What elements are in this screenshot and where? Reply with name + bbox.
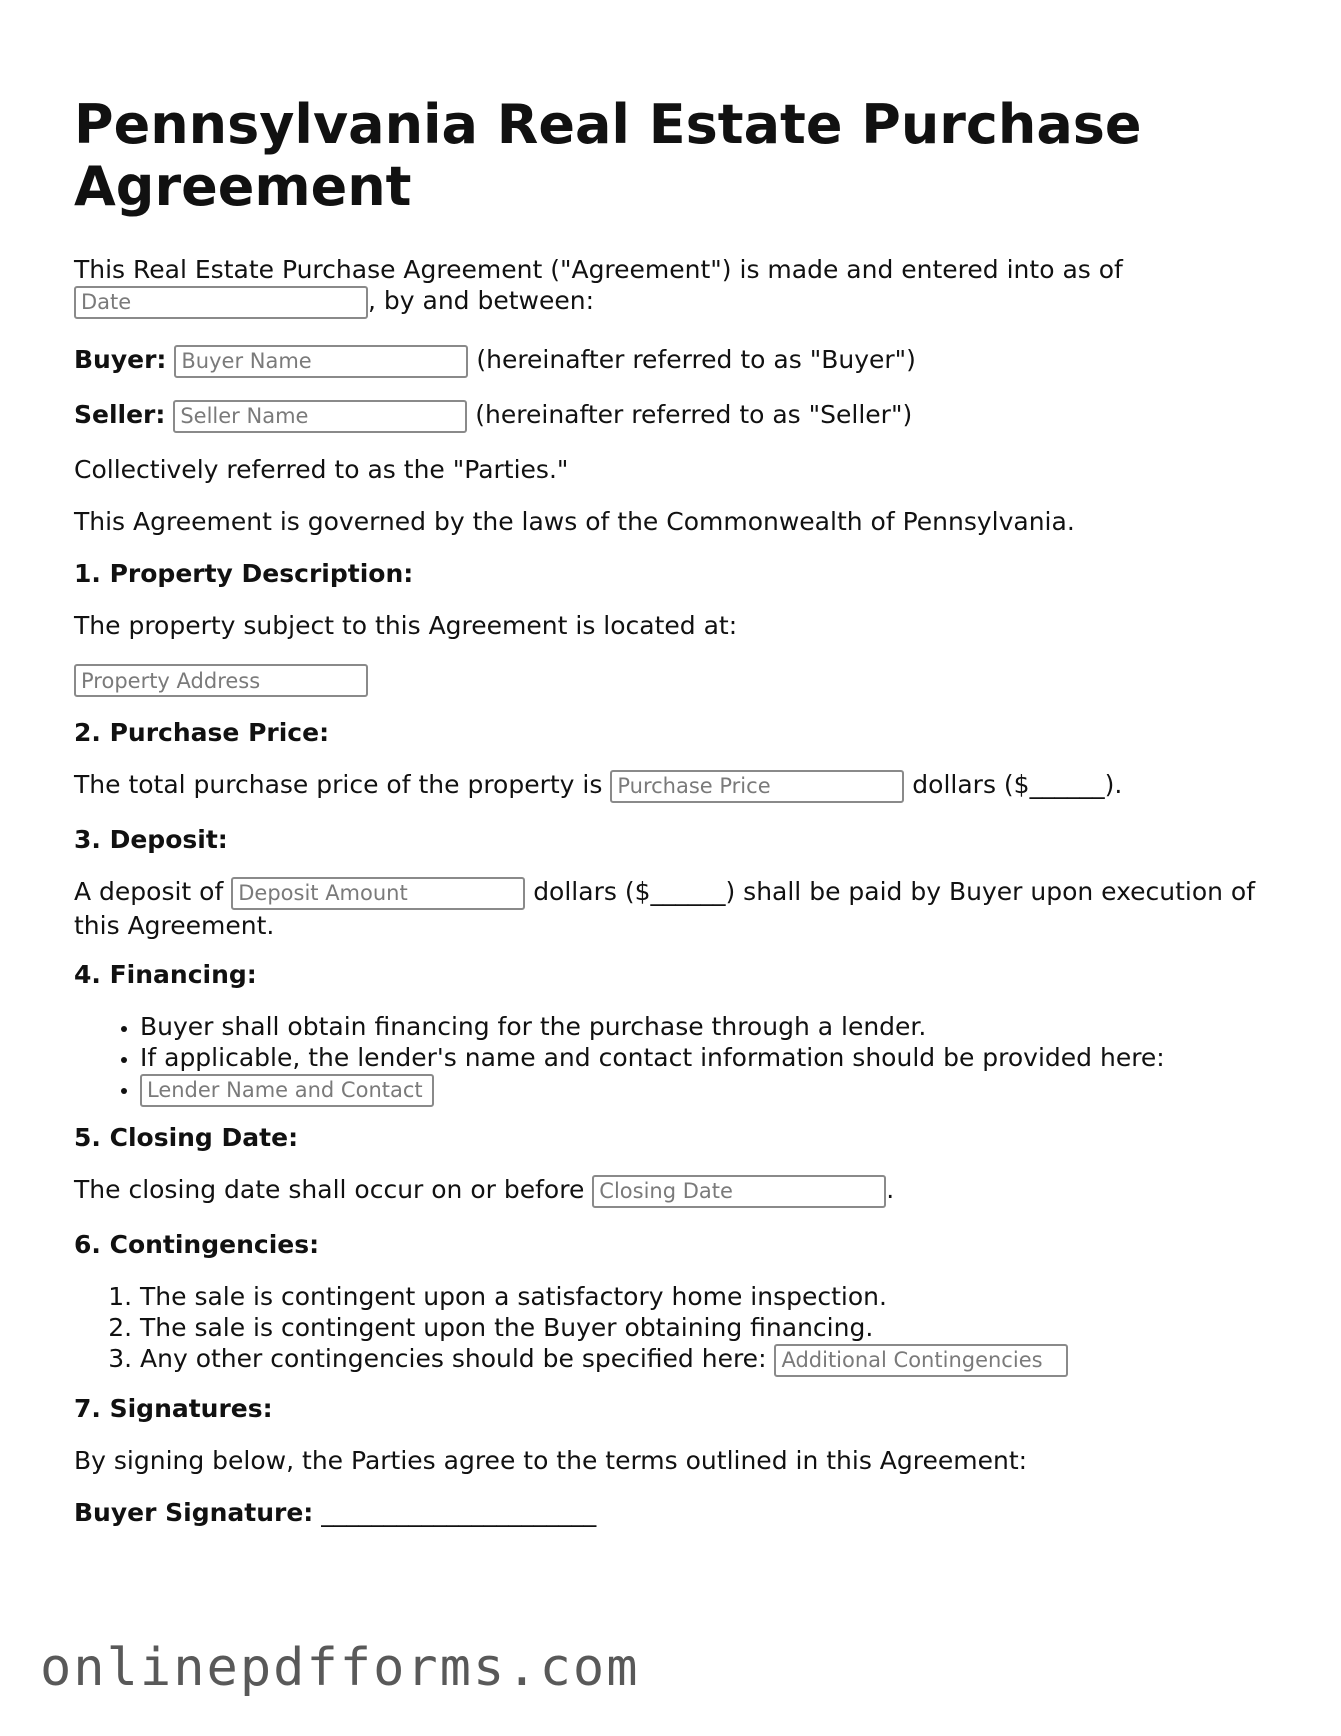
- parties-paragraph: [74, 454, 568, 485]
- list-item: 2. The sale is contingent upon the Buyer obtaining financing.: [140, 1312, 1274, 1343]
- price-row: [74, 769, 1122, 803]
- date-field[interactable]: [74, 286, 368, 319]
- buyer-label: Buyer:: [74, 345, 167, 374]
- buyer-suffix: (hereinafter referred to as "Buyer"): [476, 345, 916, 374]
- contingencies-list: [74, 1281, 1274, 1377]
- closing-row: [74, 1174, 894, 1208]
- intro-paragraph: [74, 254, 1274, 319]
- list-item: [140, 1073, 1274, 1107]
- page-title: Pennsylvania Real Estate Purchase Agreement: [74, 93, 1142, 218]
- deposit-text-after: dollars ($______) shall be paid by Buyer upon execution of this Agreement.: [74, 877, 1256, 940]
- intro-text: This Real Estate Purchase Agreement ("Agreement") is made and entered into as of: [74, 255, 1123, 284]
- section-heading: 3. Deposit:: [74, 825, 228, 854]
- additional-contingencies-field[interactable]: [774, 1344, 1068, 1377]
- intro-text-after: , by and between:: [368, 286, 595, 315]
- section-heading: 1. Property Description:: [74, 559, 414, 588]
- parties-text: Collectively referred to as the "Parties.": [74, 455, 569, 484]
- property-field-row: [74, 664, 368, 697]
- section-financing: [74, 959, 257, 990]
- buyer-signature-label: Buyer Signature:: [74, 1498, 314, 1527]
- closing-text-after: .: [886, 1175, 895, 1204]
- price-text: The total purchase price of the property is: [74, 770, 603, 799]
- document: [74, 93, 1274, 1527]
- purchase-price-field[interactable]: [610, 770, 904, 803]
- buyer-signature-line: ______________________: [321, 1498, 597, 1527]
- buyer-signature-row: [74, 1497, 596, 1528]
- property-text-row: [74, 610, 737, 641]
- deposit-row: [74, 876, 1274, 941]
- property-address-field[interactable]: [74, 664, 368, 697]
- section-heading: 5. Closing Date:: [74, 1123, 299, 1152]
- section-deposit: [74, 824, 228, 855]
- section-closing: [74, 1122, 298, 1153]
- list-item: 1. The sale is contingent upon a satisfactory home inspection.: [140, 1281, 1274, 1312]
- contingency-text: Any other contingencies should be specified here:: [140, 1344, 767, 1373]
- section-heading: 2. Purchase Price:: [74, 718, 330, 747]
- lender-field[interactable]: [140, 1074, 434, 1107]
- governing-text: This Agreement is governed by the laws of the Commonwealth of Pennsylvania.: [74, 507, 1075, 536]
- closing-text: The closing date shall occur on or before: [74, 1175, 585, 1204]
- section-property: [74, 558, 413, 589]
- seller-label: Seller:: [74, 400, 166, 429]
- price-text-after: dollars ($______).: [912, 770, 1123, 799]
- governing-paragraph: [74, 506, 1075, 537]
- deposit-text: A deposit of: [74, 877, 224, 906]
- watermark: onlinepdfforms.com: [40, 1638, 640, 1698]
- property-text: The property subject to this Agreement is located at:: [74, 611, 738, 640]
- section-signatures: [74, 1393, 273, 1424]
- list-item: • Buyer shall obtain financing for the purchase through a lender.: [140, 1011, 1274, 1042]
- buyer-row: [74, 344, 916, 378]
- section-heading: 7. Signatures:: [74, 1394, 273, 1423]
- list-item: [140, 1343, 1274, 1377]
- section-heading: 4. Financing:: [74, 960, 257, 989]
- deposit-amount-field[interactable]: [231, 877, 525, 910]
- list-item: • If applicable, the lender's name and contact information should be provided here:: [140, 1042, 1274, 1073]
- signatures-text-row: [74, 1445, 1027, 1476]
- section-contingencies: [74, 1229, 319, 1260]
- seller-suffix: (hereinafter referred to as "Seller"): [475, 400, 913, 429]
- signatures-text: By signing below, the Parties agree to the terms outlined in this Agreement:: [74, 1446, 1028, 1475]
- section-heading: 6. Contingencies:: [74, 1230, 320, 1259]
- financing-list: [74, 1011, 1274, 1107]
- seller-row: [74, 399, 912, 433]
- buyer-name-field[interactable]: [174, 345, 468, 378]
- section-price: [74, 717, 329, 748]
- closing-date-field[interactable]: [592, 1175, 886, 1208]
- seller-name-field[interactable]: [173, 400, 467, 433]
